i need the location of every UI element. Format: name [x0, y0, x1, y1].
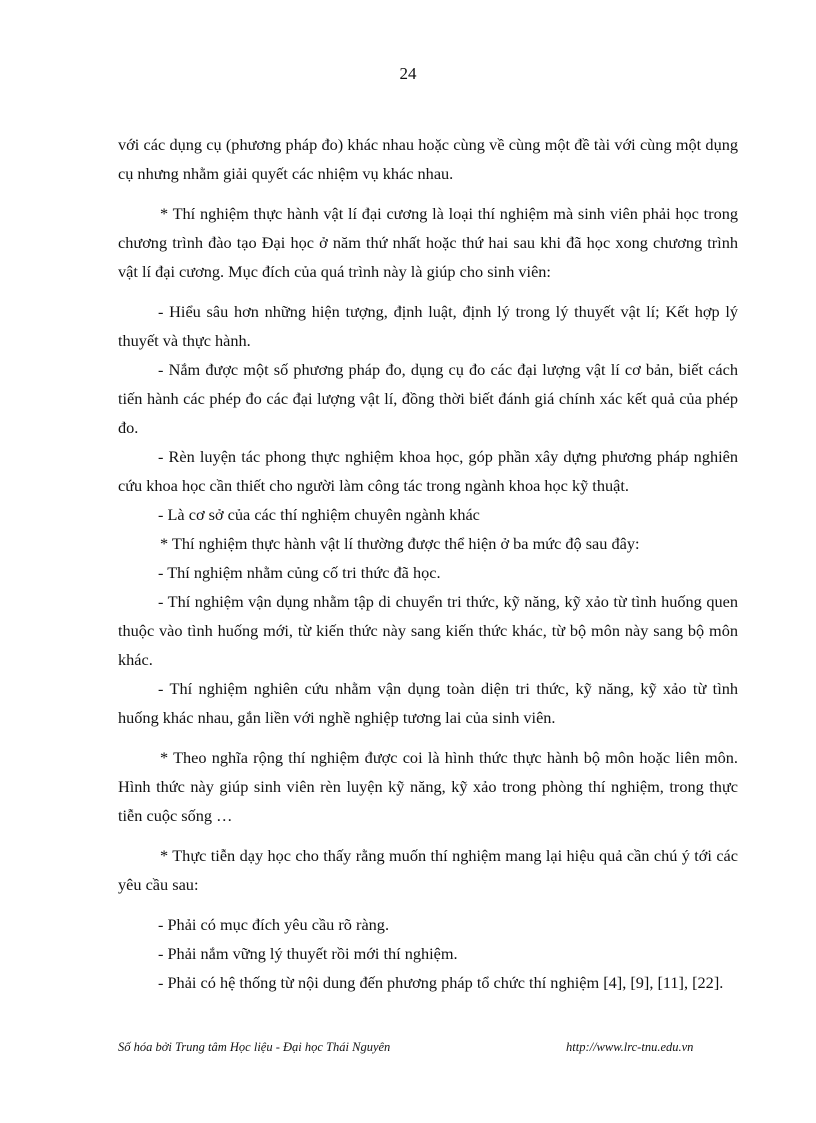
paragraph: - Nắm được một số phương pháp đo, dụng cụ đo các đại lượng vật lí cơ bản, biết cách tiến hành các phép đo các đại lượng vật lí, đồng thời biết đánh giá chính xác kết quả của phép đo.	[118, 360, 738, 437]
paragraph: * Thực tiễn dạy học cho thấy rằng muốn thí nghiệm mang lại hiệu quả cần chú ý tới các yêu cầu sau:	[118, 846, 738, 894]
footer-url: http://www.lrc-tnu.edu.vn	[566, 1040, 694, 1054]
paragraph: * Thí nghiệm thực hành vật lí đại cương là loại thí nghiệm mà sinh viên phải học trong chương trình đào tạo Đại học ở năm thứ nhất hoặc thứ hai sau khi đã học xong chương trình vật lí đại cương. Mục đích của quá trình này là giúp cho sinh viên:	[118, 204, 738, 281]
paragraph: - Phải có mục đích yêu cầu rõ ràng.	[158, 915, 390, 934]
paragraph: * Theo nghĩa rộng thí nghiệm được coi là hình thức thực hành bộ môn hoặc liên môn. Hình thức này giúp sinh viên rèn luyện kỹ năng, kỹ xảo trong phòng thí nghiệm, trong thực tiễn cuộc sống …	[118, 748, 738, 825]
document-body	[118, 130, 738, 997]
footer-source: Số hóa bởi Trung tâm Học liệu - Đại học Thái Nguyên	[118, 1040, 391, 1054]
paragraph: * Thí nghiệm thực hành vật lí thường được thể hiện ở ba mức độ sau đây:	[160, 534, 640, 553]
paragraph: - Rèn luyện tác phong thực nghiệm khoa học, góp phần xây dựng phương pháp nghiên cứu khoa học cần thiết cho người làm công tác trong ngành khoa học kỹ thuật.	[118, 447, 738, 495]
paragraph: - Là cơ sở của các thí nghiệm chuyên ngành khác	[158, 505, 480, 524]
paragraph: - Thí nghiệm nghiên cứu nhằm vận dụng toàn diện tri thức, kỹ năng, kỹ xảo từ tình huống khác nhau, gắn liền với nghề nghiệp tương lai của sinh viên.	[118, 679, 738, 727]
paragraph: - Thí nghiệm nhằm củng cố tri thức đã học.	[158, 563, 441, 582]
paragraph: - Thí nghiệm vận dụng nhằm tập di chuyển tri thức, kỹ năng, kỹ xảo từ tình huống quen thuộc vào tình huống mới, từ kiến thức này sang kiến thức khác, từ bộ môn này sang bộ môn khác.	[118, 592, 738, 669]
paragraph: - Phải nắm vững lý thuyết rồi mới thí nghiệm.	[158, 944, 458, 963]
paragraph: - Hiểu sâu hơn những hiện tượng, định luật, định lý trong lý thuyết vật lí; Kết hợp lý thuyết và thực hành.	[118, 302, 738, 350]
paragraph: với các dụng cụ (phương pháp đo) khác nhau hoặc cùng về cùng một đề tài với cùng một dụng cụ nhưng nhằm giải quyết các nhiệm vụ khác nhau.	[118, 135, 738, 183]
page-number: 24	[399, 64, 417, 83]
paragraph: - Phải có hệ thống từ nội dung đến phương pháp tổ chức thí nghiệm [4], [9], [11], [22].	[158, 973, 724, 992]
